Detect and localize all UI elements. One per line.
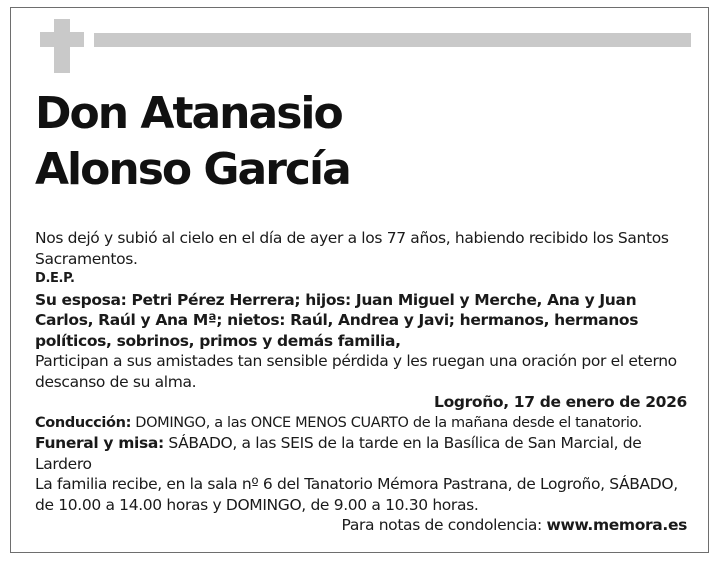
family-list: Su esposa: Petri Pérez Herrera; hijos: Juan Miguel y Merche, Ana y Juan Carlos, Raúl y Ana Mª; nietos: Raúl, Andrea y Javi; hermanos, hermanos políticos, sobrinos, primos y demás familia,: [35, 290, 639, 350]
condolence-line: [35, 515, 687, 536]
participation-text: Participan a sus amistades tan sensible pérdida y les ruegan una oración por el eterno descanso de su alma.: [35, 352, 677, 391]
conduccion-text: DOMINGO, a las ONCE MENOS CUARTO de la mañana desde el tanatorio.: [131, 414, 643, 431]
deceased-name: [35, 86, 350, 198]
intro-text: Nos dejó y subió al cielo en el día de ayer a los 77 años, habiendo recibido los Santos Sacramentos.: [35, 229, 669, 268]
dep-text: D.E.P.: [35, 271, 75, 286]
obituary-body: [35, 228, 687, 536]
funeral-label: Funeral y misa:: [35, 434, 164, 452]
cross-icon-bar: [40, 32, 84, 47]
funeral-text: SÁBADO, a las SEIS de la tarde en la Basílica de San Marcial, de Lardero: [35, 434, 642, 473]
funeral-line: [35, 433, 687, 474]
name-line-1: Don Atanasio: [35, 88, 342, 139]
condolence-link[interactable]: www.memora.es: [546, 516, 687, 534]
conduccion-label: Conducción:: [35, 414, 132, 431]
conduccion-line: [35, 413, 687, 434]
condolence-label: Para notas de condolencia:: [341, 516, 547, 534]
place-date: Logroño, 17 de enero de 2026: [434, 393, 687, 411]
name-line-2: Alonso García: [35, 144, 350, 195]
family-receives-text: La familia recibe, en la sala nº 6 del Tanatorio Mémora Pastrana, de Logroño, SÁBADO, de 10.00 a 14.00 horas y DOMINGO, de 9.00 a 10.30 horas.: [35, 475, 678, 514]
header-rule: [94, 33, 691, 47]
